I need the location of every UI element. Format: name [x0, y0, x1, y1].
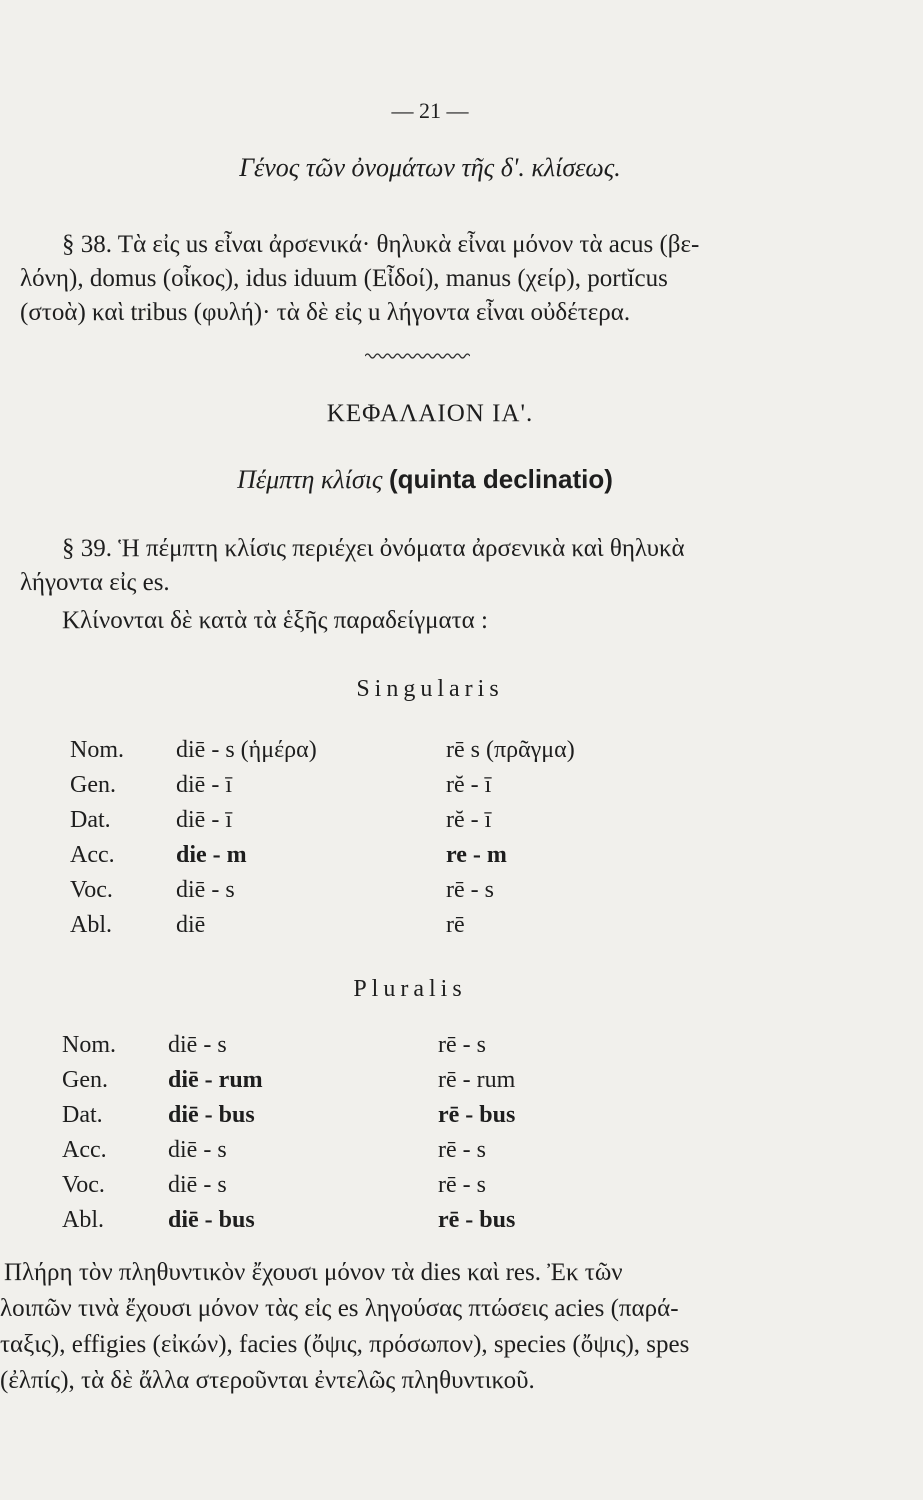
res-form: rē - bus [438, 1207, 516, 1233]
section-38-line-1: § 38. Τὰ εἰς us εἶναι ἀρσενικά· θηλυκὰ εἶναι μόνον τὰ acus (βε- [62, 231, 700, 258]
res-form: rĕ - ī [446, 772, 492, 798]
dies-form: diē - s (ἡμέρα) [176, 737, 317, 763]
res-form: rē - bus [438, 1102, 516, 1128]
case-label: Voc. [62, 1172, 105, 1198]
closing-line-3: ταξις), effigies (εἰκών), facies (ὄψις, πρόσωπον), species (ὄψις), spes [0, 1331, 690, 1358]
case-label: Acc. [70, 842, 115, 868]
closing-line-2: λοιπῶν τινὰ ἔχουσι μόνον τὰς εἰς es ληγούσας πτώσεις acies (παρά- [0, 1295, 679, 1322]
case-label: Voc. [70, 877, 113, 903]
section-39-line-2: λήγοντα εἰς es. [20, 569, 170, 596]
closing-line-4: (ἐλπίς), τὰ δὲ ἄλλα στεροῦνται ἐντελῶς πληθυντικοῦ. [0, 1367, 535, 1394]
dies-form: die - m [176, 842, 247, 868]
case-label: Gen. [62, 1067, 108, 1093]
chapter-title: ΚΕΦΑΛΑΙΟΝ ΙΑ'. [326, 400, 534, 427]
dies-form: diē - s [168, 1137, 227, 1163]
section-39-intro: Κλίνονται δὲ κατὰ τὰ ἑξῆς παραδείγματα : [62, 607, 488, 634]
case-label: Nom. [70, 737, 124, 763]
res-form: rē - rum [438, 1067, 516, 1093]
subtitle-greek: Πέμπτη κλίσις [237, 465, 383, 494]
res-form: rē s (πρᾶγμα) [446, 737, 575, 763]
res-form: rē - s [438, 1172, 486, 1198]
subtitle-latin: (quinta declinatio) [388, 464, 613, 494]
res-form: re - m [446, 842, 507, 868]
res-form: rē - s [438, 1032, 486, 1058]
res-form: rē - s [438, 1137, 486, 1163]
dies-form: diē - s [168, 1172, 227, 1198]
case-label: Acc. [62, 1137, 107, 1163]
pluralis-heading: Pluralis [353, 976, 467, 1002]
dies-form: diē [176, 912, 206, 938]
res-form: rē [446, 912, 465, 938]
section-heading: Γένος τῶν ὀνομάτων τῆς δ'. κλίσεως. [239, 153, 621, 182]
case-label: Dat. [62, 1102, 103, 1128]
res-form: rē - s [446, 877, 494, 903]
chapter-subtitle [0, 464, 850, 495]
section-38-line-3: (στοὰ) καὶ tribus (φυλή)· τὰ δὲ εἰς u λήγοντα εἶναι οὐδέτερα. [20, 299, 631, 326]
dies-form: diē - bus [168, 1102, 255, 1128]
case-label: Abl. [62, 1207, 104, 1233]
dies-form: diē - s [176, 877, 235, 903]
dies-form: diē - rum [168, 1067, 263, 1093]
dies-form: diē - ī [176, 772, 232, 798]
dies-form: diē - s [168, 1032, 227, 1058]
section-39-line-1: § 39. Ἡ πέμπτη κλίσις περιέχει ὀνόματα ἀρσενικὰ καὶ θηλυκὰ [62, 535, 685, 562]
singularis-heading: Singularis [356, 676, 504, 702]
dies-form: diē - ī [176, 807, 232, 833]
closing-line-1: Πλήρη τὸν πληθυντικὸν ἔχουσι μόνον τὰ dies καὶ res. Ἐκ τῶν [4, 1259, 623, 1286]
page-number: — 21 — [391, 98, 469, 123]
case-label: Dat. [70, 807, 111, 833]
ornamental-divider [365, 352, 470, 360]
case-label: Abl. [70, 912, 112, 938]
section-38-line-2: λόνη), domus (οἶκος), idus iduum (Εἶδοί), manus (χείρ), portĭcus [20, 265, 668, 292]
case-label: Gen. [70, 772, 116, 798]
res-form: rĕ - ī [446, 807, 492, 833]
case-label: Nom. [62, 1032, 116, 1058]
dies-form: diē - bus [168, 1207, 255, 1233]
